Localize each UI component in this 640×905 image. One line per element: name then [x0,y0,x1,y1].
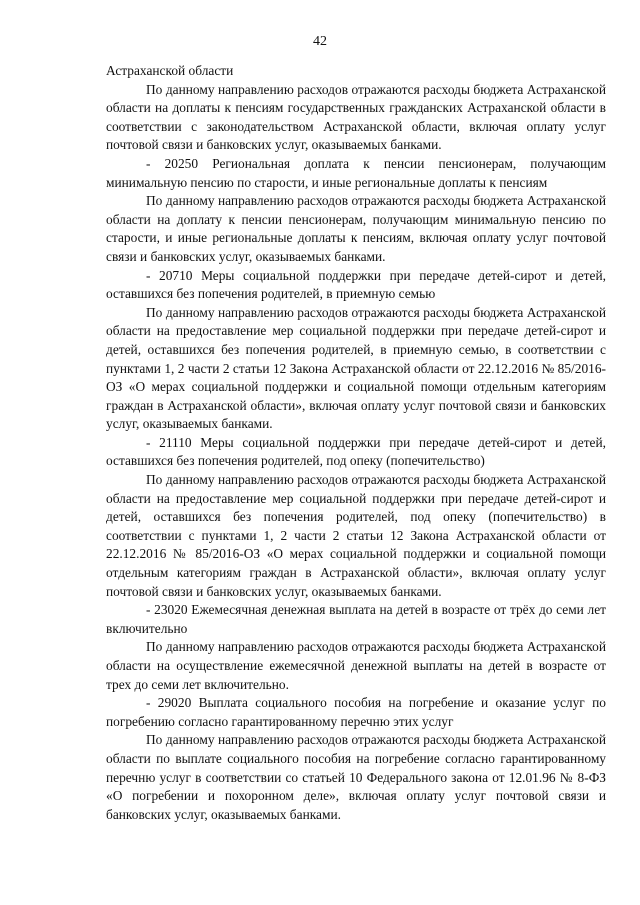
paragraph-description: По данному направлению расходов отражаются расходы бюджета Астраханской области по выплате социального пособия на погребение согласно гарантированному перечню услуг в соответствии со статьей 10 Федерального закона от 12.01.96 № 8-ФЗ «О погребении и похоронном деле», включая оплату услуг почтовой связи и банковских услуг, оказываемых банками. [106,732,606,822]
paragraph-code-heading: - 20710 Меры социальной поддержки при передаче детей-сирот и детей, оставшихся без попечения родителей, в приемную семью [106,267,606,302]
paragraph-description: По данному направлению расходов отражаются расходы бюджета Астраханской области на предоставление мер социальной поддержки при передаче детей-сирот и детей, оставшихся без попечения родителей, в приемную семью, в соответствии с пунктами 1, 2 части 2 статьи 12 Закона Астраханской области от 22.12.2016 № 85/2016-ОЗ «О мерах социальной поддержки и социальной помощи отдельным категориям граждан в Астраханской области», включая оплату услуг почтовой связи и банковских услуг, оказываемых банками. [106,304,606,432]
document-body [106,62,606,824]
page-number: 42 [313,34,327,49]
paragraph-description: По данному направлению расходов отражаются расходы бюджета Астраханской области на осуществление ежемесячной денежной выплаты на детей в возрасте от трех до семи лет включительно. [106,639,606,692]
paragraph-description: По данному направлению расходов отражаются расходы бюджета Астраханской области на доплаты к пенсиям государственных гражданских Астраханской области в соответствии с законодательством Астраханской области, включая оплату услуг почтовой связи и банковских услуг, оказываемых банками. [106,81,606,153]
paragraph-description: По данному направлению расходов отражаются расходы бюджета Астраханской области на доплату к пенсии пенсионерам, получающим минимальную пенсию по старости, и иные региональные доплаты к пенсиям, включая оплату услуг почтовой связи и банковских услуг, оказываемых банками. [106,193,606,264]
paragraph-description: По данному направлению расходов отражаются расходы бюджета Астраханской области на предоставление мер социальной поддержки при передаче детей-сирот и детей, оставшихся без попечения родителей, под опеку (попечительство) в соответствии с пунктами 1, 2 части 2 статьи 12 Закона Астраханской области от 22.12.2016 № 85/2016-ОЗ «О мерах социальной поддержки и социальной помощи отдельным категориям граждан в Астраханской области», включая оплату услуг почтовой связи и банковских услуг, оказываемых банками. [106,472,606,599]
paragraph-code-heading: - 21110 Меры социальной поддержки при передаче детей-сирот и детей, оставшихся без попечения родителей, под опеку (попечительство) [106,434,606,469]
paragraph-continuation: Астраханской области [106,63,234,78]
paragraph-code-heading: - 29020 Выплата социального пособия на погребение и оказание услуг по погребению согласно гарантированному перечню этих услуг [106,695,606,729]
paragraph-code-heading: - 23020 Ежемесячная денежная выплата на детей в возрасте от трёх до семи лет включительно [106,602,606,636]
paragraph-code-heading: - 20250 Региональная доплата к пенсии пенсионерам, получающим минимальную пенсию по старости, и иные региональные доплаты к пенсиям [106,155,606,190]
